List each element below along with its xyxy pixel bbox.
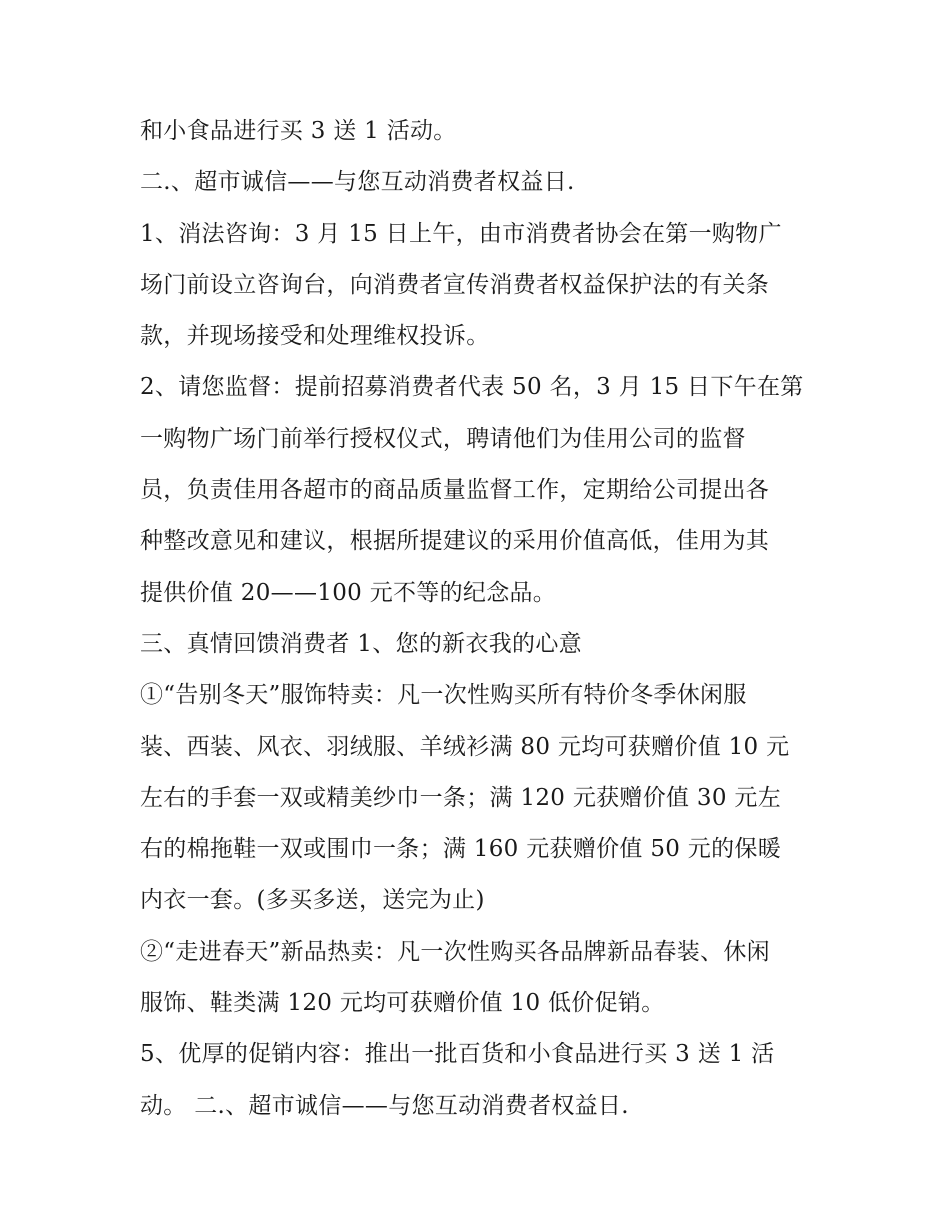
text-line: 服饰、鞋类满 120 元均可获赠价值 10 低价促销。: [140, 990, 665, 1017]
text-line: 提供价值 20——100 元不等的纪念品。: [140, 579, 557, 606]
text-line: 动。 二.、超市诚信——与您互动消费者权益日.: [140, 1092, 629, 1119]
text-line: 内衣一套。(多买多送，送完为止): [140, 887, 485, 914]
text-line: 场门前设立咨询台，向消费者宣传消费者权益保护法的有关条: [140, 271, 770, 298]
text-line: 款，并现场接受和处理维权投诉。: [140, 323, 490, 350]
text-line: 2、请您监督：提前招募消费者代表 50 名，3 月 15 日下午在第: [140, 374, 804, 401]
text-line: ①“告别冬天”服饰特卖：凡一次性购买所有特价冬季休闲服: [140, 682, 747, 709]
text-line: 装、西装、风衣、羽绒服、羊绒衫满 80 元均可获赠价值 10 元: [140, 733, 790, 760]
text-line: 左右的手套一双或精美纱巾一条；满 120 元获赠价值 30 元左: [140, 784, 782, 811]
text-line: 种整改意见和建议，根据所提建议的采用价值高低，佳用为其: [140, 528, 770, 555]
text-line: 5、优厚的促销内容：推出一批百货和小食品进行买 3 送 1 活: [140, 1041, 775, 1068]
text-line: 和小食品进行买 3 送 1 活动。: [140, 118, 457, 144]
text-line: 一购物广场门前举行授权仪式，聘请他们为佳用公司的监督: [140, 425, 746, 452]
text-line: 员，负责佳用各超市的商品质量监督工作，定期给公司提出各: [140, 477, 770, 504]
text-line: 1、消法咨询：3 月 15 日上午，由市消费者协会在第一购物广: [140, 220, 782, 247]
text-line: 二.、超市诚信——与您互动消费者权益日.: [140, 169, 575, 196]
body-text: [140, 106, 820, 1132]
text-line: 三、真情回馈消费者 1、您的新衣我的心意: [140, 630, 582, 657]
text-line: ②“走进春天”新品热卖：凡一次性购买各品牌新品春装、休闲: [140, 938, 770, 965]
text-line: 右的棉拖鞋一双或围巾一条；满 160 元获赠价值 50 元的保暖: [140, 836, 782, 863]
